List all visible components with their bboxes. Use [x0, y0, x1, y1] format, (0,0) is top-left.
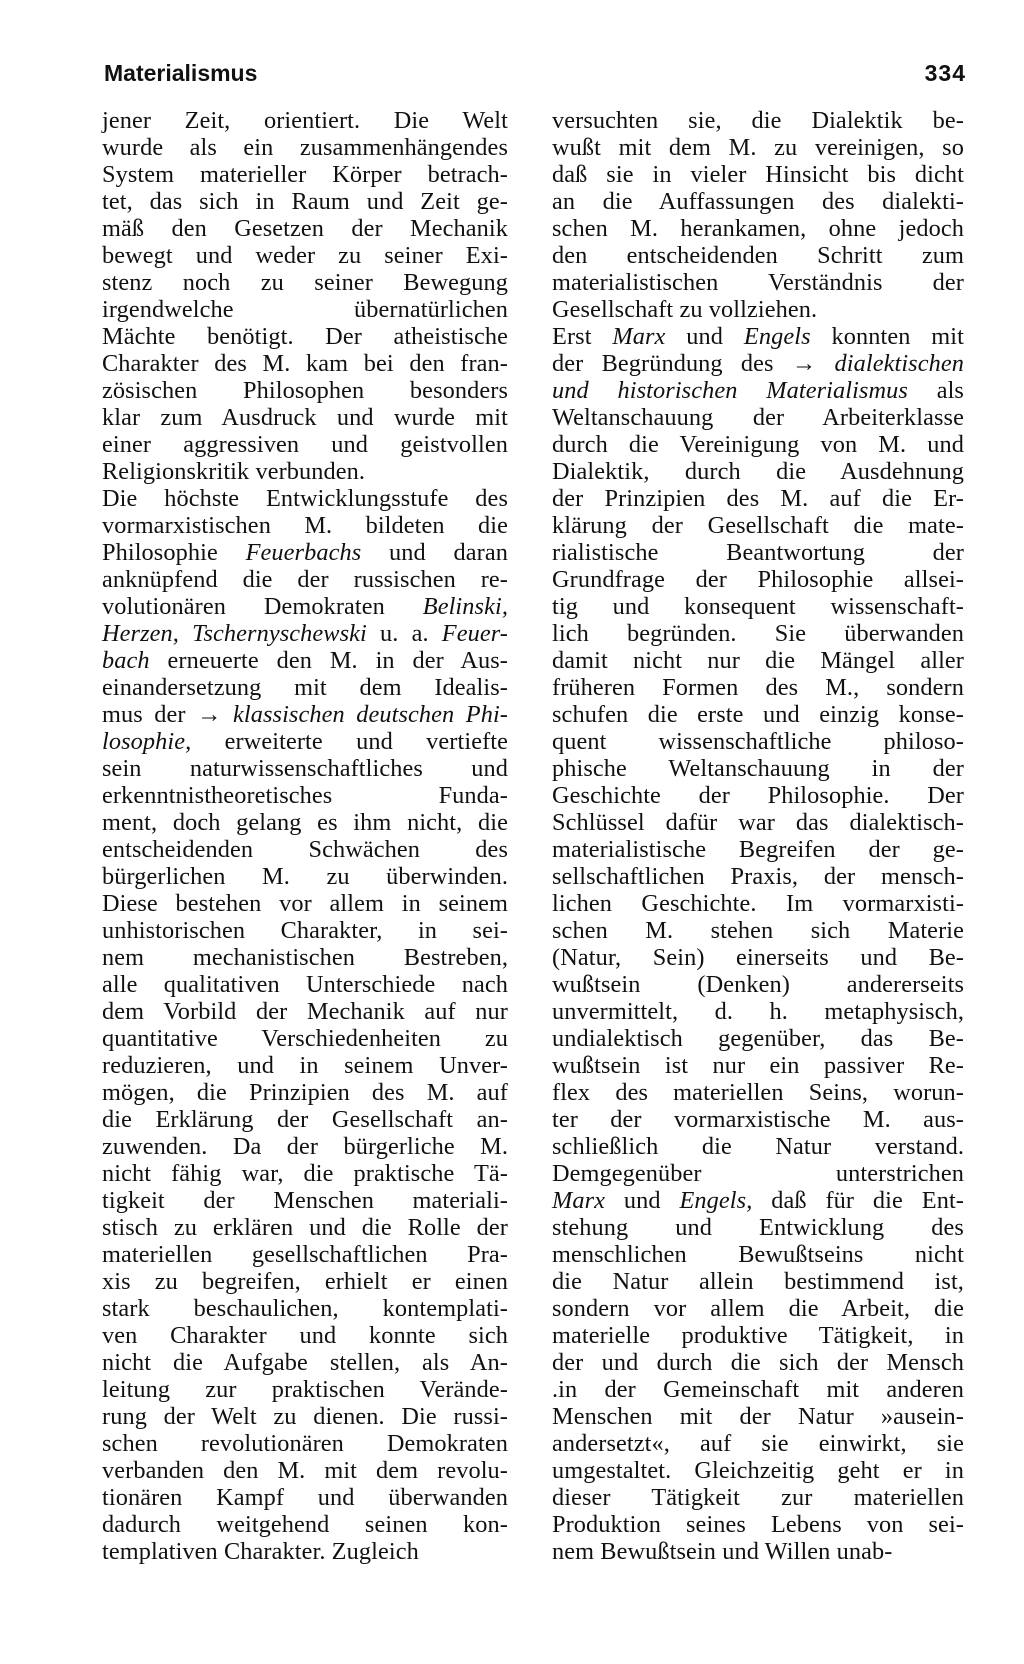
italic-term: Engels	[743, 323, 811, 350]
entry-title: Materialismus	[104, 60, 258, 86]
text-line: .in der Gemeinschaft mit anderen	[552, 1376, 964, 1403]
text-line: früheren Formen des M., sondern	[552, 674, 964, 701]
text-line: wußtsein (Denken) andererseits	[552, 971, 964, 998]
text-line: volutionären Demokraten Belinski,	[102, 593, 508, 620]
italic-term: dialektischen	[834, 350, 964, 377]
text-line: nicht die Aufgabe stellen, als An-	[102, 1349, 508, 1376]
italic-term: Herzen, Tschernyschewski	[102, 620, 367, 647]
text-line: verbanden den M. mit dem revolu-	[102, 1457, 508, 1484]
text-line: wurde als ein zusammenhängendes	[102, 134, 508, 161]
text-line: stark beschaulichen, kontemplati-	[102, 1295, 508, 1322]
text-line: Geschichte der Philosophie. Der	[552, 782, 964, 809]
italic-term: und historischen Materialismus	[552, 377, 908, 404]
text-line: unvermittelt, d. h. metaphysisch,	[552, 998, 964, 1025]
text-line: Demgegenüber unterstrichen	[552, 1160, 964, 1187]
text-line: nem Bewußtsein und Willen unab-	[552, 1538, 893, 1565]
text-line: klar zum Ausdruck und wurde mit	[102, 404, 508, 431]
text-line: und historischen Materialismus als	[552, 377, 964, 404]
text-line: materialistische Begreifen der ge-	[552, 836, 964, 863]
italic-term: losophie,	[102, 728, 192, 755]
text-line: menschlichen Bewußtseins nicht	[552, 1241, 964, 1268]
text-line: Marx und Engels, daß für die Ent-	[552, 1187, 964, 1214]
text-line: bürgerlichen M. zu überwinden.	[102, 863, 508, 890]
text-line: tet, das sich in Raum und Zeit ge-	[102, 188, 508, 215]
text-line: (Natur, Sein) einerseits und Be-	[552, 944, 964, 971]
text-line: Menschen mit der Natur »ausein-	[552, 1403, 964, 1430]
text-line: bach erneuerte den M. in der Aus-	[102, 647, 508, 674]
text-line: andersetzt«, auf sie einwirkt, sie	[552, 1430, 964, 1457]
text-line: tig und konsequent wissenschaft-	[552, 593, 964, 620]
text-line: materielle produktive Tätigkeit, in	[552, 1322, 964, 1349]
text-line: Mächte benötigt. Der atheistische	[102, 323, 508, 350]
text-line: quent wissenschaftliche philoso-	[552, 728, 964, 755]
text-line: durch die Vereinigung von M. und	[552, 431, 964, 458]
text-line: klärung der Gesellschaft die mate-	[552, 512, 964, 539]
text-line: Philosophie Feuerbachs und daran	[102, 539, 508, 566]
text-line: vormarxistischen M. bildeten die	[102, 512, 508, 539]
running-header	[104, 58, 966, 94]
text-line: wußtsein ist nur ein passiver Re-	[552, 1052, 964, 1079]
text-line: unhistorischen Charakter, in sei-	[102, 917, 508, 944]
text-line: stenz noch zu seiner Bewegung	[102, 269, 508, 296]
text-line: Herzen, Tschernyschewski u. a. Feuer-	[102, 620, 508, 647]
text-line: templativen Charakter. Zugleich	[102, 1538, 419, 1565]
text-line: mögen, die Prinzipien des M. auf	[102, 1079, 508, 1106]
text-line: Die höchste Entwicklungsstufe des	[102, 485, 508, 512]
text-line: schufen die erste und einzig konse-	[552, 701, 964, 728]
italic-term: klassischen deutschen Phi-	[232, 701, 508, 728]
text-line: bewegt und weder zu seiner Exi-	[102, 242, 508, 269]
text-line: an die Auffassungen des dialekti-	[552, 188, 964, 215]
text-line: stehung und Entwicklung des	[552, 1214, 964, 1241]
text-line: schließlich die Natur verstand.	[552, 1133, 964, 1160]
page-number: 334	[924, 60, 966, 86]
text-line: Dialektik, durch die Ausdehnung	[552, 458, 964, 485]
text-line: einandersetzung mit dem Idealis-	[102, 674, 508, 701]
text-line: rung der Welt zu dienen. Die russi-	[102, 1403, 508, 1430]
text-line: nem mechanistischen Bestreben,	[102, 944, 508, 971]
italic-term: Marx	[612, 323, 666, 350]
text-line: wußt mit dem M. zu vereinigen, so	[552, 134, 964, 161]
text-line: zösischen Philosophen besonders	[102, 377, 508, 404]
text-line: nicht fähig war, die praktische Tä-	[102, 1160, 508, 1187]
text-line: Produktion seines Lebens von sei-	[552, 1511, 964, 1538]
text-line: ter der vormarxistische M. aus-	[552, 1106, 964, 1133]
text-line: dieser Tätigkeit zur materiellen	[552, 1484, 964, 1511]
text-line: materiellen gesellschaftlichen Pra-	[102, 1241, 508, 1268]
text-line: Schlüssel dafür war das dialektisch-	[552, 809, 964, 836]
text-line: sondern vor allem die Arbeit, die	[552, 1295, 964, 1322]
text-line: Erst Marx und Engels konnten mit	[552, 323, 965, 350]
text-line: quantitative Verschiedenheiten zu	[102, 1025, 508, 1052]
italic-term: Belinski,	[422, 593, 508, 620]
text-line: losophie, erweiterte und vertiefte	[102, 728, 508, 755]
text-line: zuwenden. Da der bürgerliche M.	[102, 1133, 508, 1160]
text-line: lichen Geschichte. Im vormarxisti-	[552, 890, 964, 917]
text-line: stisch zu erklären und die Rolle der	[102, 1214, 508, 1241]
text-line: sellschaftlichen Praxis, der mensch-	[552, 863, 964, 890]
text-line: mäß den Gesetzen der Mechanik	[102, 215, 508, 242]
text-line: die Erklärung der Gesellschaft an-	[102, 1106, 508, 1133]
text-line: damit nicht nur die Mängel aller	[552, 647, 964, 674]
text-line: System materieller Körper betrach-	[102, 161, 508, 188]
text-line: entscheidenden Schwächen des	[102, 836, 508, 863]
text-line: leitung zur praktischen Verände-	[102, 1376, 508, 1403]
text-line: der Begründung des → dialektischen	[552, 350, 964, 377]
text-line: xis zu begreifen, erhielt er einen	[102, 1268, 508, 1295]
text-line: anknüpfend die der russischen re-	[102, 566, 508, 593]
text-line: umgestaltet. Gleichzeitig geht er in	[552, 1457, 964, 1484]
text-line: schen M. stehen sich Materie	[552, 917, 964, 944]
text-line: ment, doch gelang es ihm nicht, die	[102, 809, 508, 836]
text-line: der und durch die sich der Mensch	[552, 1349, 964, 1376]
text-line: jener Zeit, orientiert. Die Welt	[102, 107, 508, 134]
text-line: dem Vorbild der Mechanik auf nur	[102, 998, 508, 1025]
text-line: undialektisch gegenüber, das Be-	[552, 1025, 964, 1052]
text-line: ven Charakter und konnte sich	[102, 1322, 508, 1349]
text-line: reduzieren, und in seinem Unver-	[102, 1052, 508, 1079]
text-line: mus der → klassischen deutschen Phi-	[102, 701, 508, 728]
text-line: versuchten sie, die Dialektik be-	[552, 107, 964, 134]
text-line: Diese bestehen vor allem in seinem	[102, 890, 508, 917]
text-line: Religionskritik verbunden.	[102, 458, 366, 485]
text-line: schen M. herankamen, ohne jedoch	[552, 215, 964, 242]
italic-term: Engels,	[679, 1187, 753, 1214]
text-line: dadurch weitgehend seinen kon-	[102, 1511, 508, 1538]
text-line: phische Weltanschauung in der	[552, 755, 964, 782]
italic-term: Feuerbachs	[245, 539, 362, 566]
text-line: tionären Kampf und überwanden	[102, 1484, 508, 1511]
text-line: alle qualitativen Unterschiede nach	[102, 971, 508, 998]
left-text-column	[102, 107, 508, 1565]
text-line: Grundfrage der Philosophie allsei-	[552, 566, 964, 593]
italic-term: Marx	[552, 1187, 606, 1214]
text-line: rialistische Beantwortung der	[552, 539, 964, 566]
text-line: die Natur allein bestimmend ist,	[552, 1268, 964, 1295]
text-line: flex des materiellen Seins, worun-	[552, 1079, 964, 1106]
text-line: den entscheidenden Schritt zum	[552, 242, 964, 269]
text-line: lich begründen. Sie überwanden	[552, 620, 964, 647]
text-line: Weltanschauung der Arbeiterklasse	[552, 404, 964, 431]
text-line: einer aggressiven und geistvollen	[102, 431, 508, 458]
text-line: materialistischen Verständnis der	[552, 269, 964, 296]
text-line: daß sie in vieler Hinsicht bis dicht	[552, 161, 964, 188]
italic-term: Feuer-	[441, 620, 508, 647]
text-line: Gesellschaft zu vollziehen.	[552, 296, 818, 323]
text-line: der Prinzipien des M. auf die Er-	[552, 485, 964, 512]
right-text-column	[552, 107, 964, 1565]
text-line: tigkeit der Menschen materiali-	[102, 1187, 508, 1214]
text-line: irgendwelche übernatürlichen	[102, 296, 508, 323]
text-line: erkenntnistheoretisches Funda-	[102, 782, 508, 809]
text-line: sein naturwissenschaftliches und	[102, 755, 508, 782]
text-line: schen revolutionären Demokraten	[102, 1430, 508, 1457]
text-line: Charakter des M. kam bei den fran-	[102, 350, 508, 377]
italic-term: bach	[102, 647, 150, 674]
